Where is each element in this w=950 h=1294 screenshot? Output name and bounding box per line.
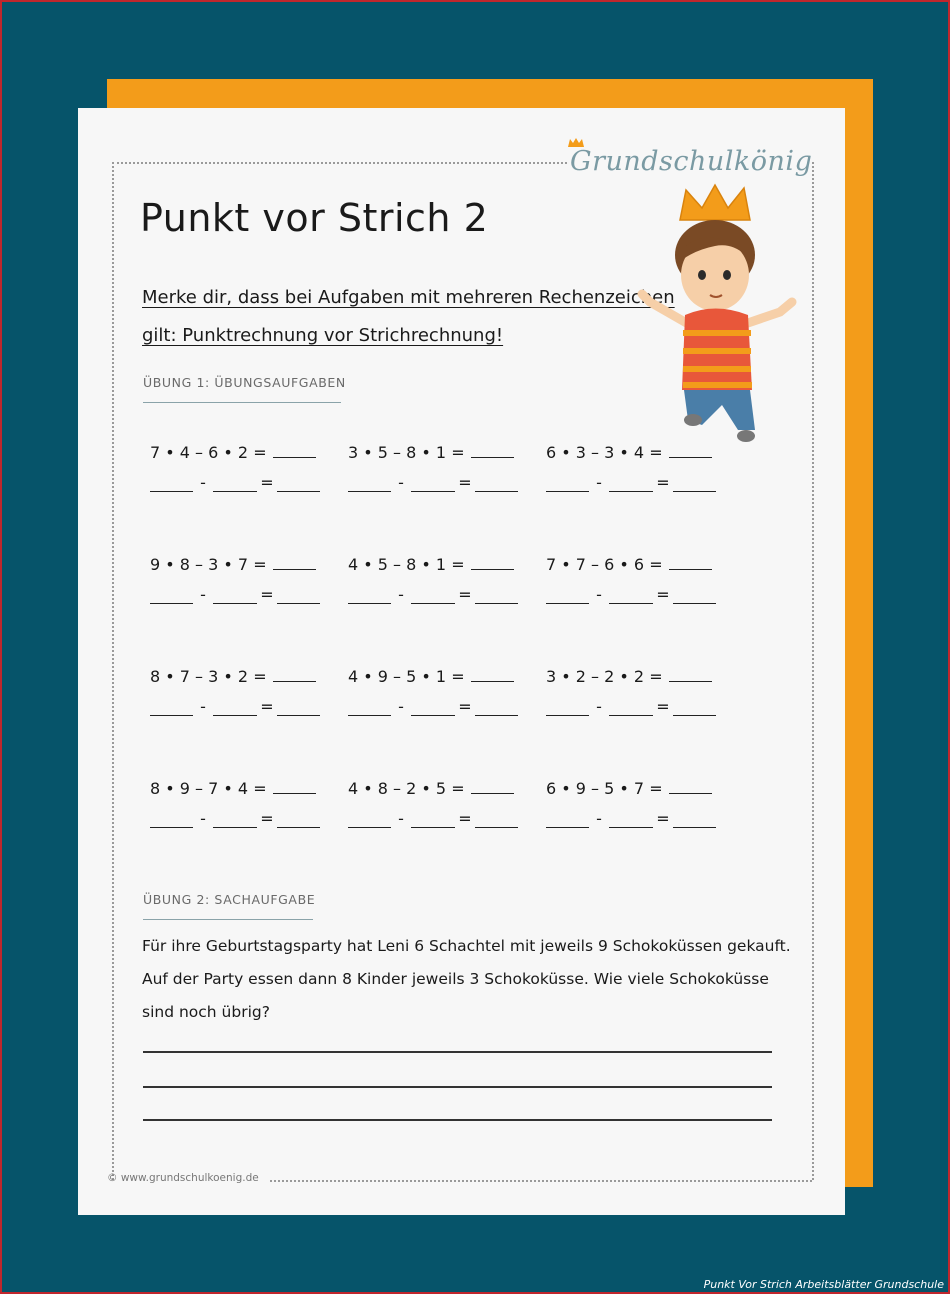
product-blank-1[interactable]	[348, 477, 391, 492]
task-2-2	[348, 555, 514, 574]
result-blank[interactable]	[471, 443, 514, 458]
answer-row-4-2	[348, 809, 518, 828]
result-blank[interactable]	[669, 555, 712, 570]
task-1-2	[348, 443, 514, 462]
result-blank[interactable]	[471, 667, 514, 682]
minus-sign: -	[596, 585, 602, 604]
answer-row-3-1	[150, 697, 320, 716]
task-2-1	[150, 555, 316, 574]
product-blank-1[interactable]	[150, 701, 193, 716]
answer-row-3-2	[348, 697, 518, 716]
answer-row-1-3	[546, 473, 716, 492]
minus-sign: -	[596, 809, 602, 828]
section-1-underline	[143, 402, 341, 403]
product-blank-1[interactable]	[546, 477, 589, 492]
product-blank-2[interactable]	[411, 813, 455, 828]
difference-blank[interactable]	[673, 813, 716, 828]
product-blank-1[interactable]	[546, 701, 589, 716]
task-expression: 3 • 5 – 8 • 1 =	[348, 443, 465, 462]
equals-sign: =	[656, 809, 670, 828]
answer-row-2-2	[348, 585, 518, 604]
answer-row-3-3	[546, 697, 716, 716]
task-expression: 7 • 4 – 6 • 2 =	[150, 443, 267, 462]
result-blank[interactable]	[669, 443, 712, 458]
difference-blank[interactable]	[475, 589, 518, 604]
minus-sign: -	[200, 809, 206, 828]
minus-sign: -	[398, 697, 404, 716]
task-expression: 9 • 8 – 3 • 7 =	[150, 555, 267, 574]
minus-sign: -	[200, 473, 206, 492]
task-4-3	[546, 779, 712, 798]
task-expression: 4 • 8 – 2 • 5 =	[348, 779, 465, 798]
product-blank-1[interactable]	[546, 589, 589, 604]
equals-sign: =	[458, 697, 472, 716]
dotted-frame-bottom	[270, 1180, 812, 1182]
equals-sign: =	[458, 473, 472, 492]
product-blank-1[interactable]	[348, 589, 391, 604]
answer-row-1-1	[150, 473, 320, 492]
equals-sign: =	[260, 585, 274, 604]
product-blank-2[interactable]	[609, 701, 653, 716]
difference-blank[interactable]	[277, 701, 320, 716]
minus-sign: -	[398, 809, 404, 828]
result-blank[interactable]	[669, 779, 712, 794]
footer-url: © www.grundschulkoenig.de	[107, 1172, 259, 1184]
product-blank-2[interactable]	[609, 477, 653, 492]
product-blank-2[interactable]	[213, 589, 257, 604]
section-2-label: ÜBUNG 2: SACHAUFGABE	[143, 892, 316, 907]
task-expression: 4 • 5 – 8 • 1 =	[348, 555, 465, 574]
product-blank-2[interactable]	[213, 701, 257, 716]
result-blank[interactable]	[273, 443, 316, 458]
task-expression: 6 • 9 – 5 • 7 =	[546, 779, 663, 798]
task-3-1	[150, 667, 316, 686]
task-expression: 8 • 7 – 3 • 2 =	[150, 667, 267, 686]
rule-text-line-2: gilt: Punktrechnung vor Strichrechnung!	[142, 325, 504, 346]
answer-row-1-2	[348, 473, 518, 492]
task-expression: 8 • 9 – 7 • 4 =	[150, 779, 267, 798]
section-1-label: ÜBUNG 1: ÜBUNGSAUFGABEN	[143, 375, 346, 390]
task-2-3	[546, 555, 712, 574]
task-4-1	[150, 779, 316, 798]
task-expression: 7 • 7 – 6 • 6 =	[546, 555, 663, 574]
worksheet-title: Punkt vor Strich 2	[140, 196, 489, 240]
equals-sign: =	[458, 585, 472, 604]
product-blank-1[interactable]	[150, 477, 193, 492]
product-blank-1[interactable]	[150, 589, 193, 604]
product-blank-1[interactable]	[348, 813, 391, 828]
equals-sign: =	[656, 585, 670, 604]
result-blank[interactable]	[471, 555, 514, 570]
equals-sign: =	[260, 697, 274, 716]
answer-row-2-1	[150, 585, 320, 604]
equals-sign: =	[260, 473, 274, 492]
task-3-3	[546, 667, 712, 686]
equals-sign: =	[656, 697, 670, 716]
answer-writing-line-1[interactable]	[143, 1051, 772, 1053]
answer-writing-line-3[interactable]	[143, 1119, 772, 1121]
boy-with-crown-illustration	[630, 180, 800, 450]
minus-sign: -	[398, 473, 404, 492]
difference-blank[interactable]	[475, 701, 518, 716]
rule-text-line-1: Merke dir, dass bei Aufgaben mit mehreren Rechenzeichen	[142, 287, 675, 308]
product-blank-2[interactable]	[609, 813, 653, 828]
difference-blank[interactable]	[475, 813, 518, 828]
equals-sign: =	[458, 809, 472, 828]
minus-sign: -	[200, 697, 206, 716]
product-blank-1[interactable]	[546, 813, 589, 828]
minus-sign: -	[596, 697, 602, 716]
product-blank-2[interactable]	[411, 701, 455, 716]
answer-row-4-3	[546, 809, 716, 828]
task-3-2	[348, 667, 514, 686]
section-2-underline	[143, 919, 313, 920]
difference-blank[interactable]	[673, 477, 716, 492]
task-expression: 6 • 3 – 3 • 4 =	[546, 443, 663, 462]
image-caption: Punkt Vor Strich Arbeitsblätter Grundschule	[703, 1278, 944, 1291]
answer-row-4-1	[150, 809, 320, 828]
difference-blank[interactable]	[277, 589, 320, 604]
product-blank-2[interactable]	[213, 477, 257, 492]
product-blank-2[interactable]	[411, 589, 455, 604]
result-blank[interactable]	[273, 555, 316, 570]
answer-row-2-3	[546, 585, 716, 604]
equals-sign: =	[656, 473, 670, 492]
task-expression: 3 • 2 – 2 • 2 =	[546, 667, 663, 686]
equals-sign: =	[260, 809, 274, 828]
product-blank-2[interactable]	[411, 477, 455, 492]
product-blank-1[interactable]	[348, 701, 391, 716]
minus-sign: -	[200, 585, 206, 604]
difference-blank[interactable]	[673, 701, 716, 716]
difference-blank[interactable]	[673, 589, 716, 604]
result-blank[interactable]	[273, 779, 316, 794]
result-blank[interactable]	[273, 667, 316, 682]
product-blank-1[interactable]	[150, 813, 193, 828]
difference-blank[interactable]	[277, 813, 320, 828]
task-expression: 4 • 9 – 5 • 1 =	[348, 667, 465, 686]
word-problem-text: Für ihre Geburtstagsparty hat Leni 6 Schachtel mit jeweils 9 Schokoküssen gekauft. Auf der Party essen dann 8 Kinder jeweils 3 Schokoküsse. Wie viele Schokoküsse sind noch übrig?	[142, 937, 791, 1021]
product-blank-2[interactable]	[609, 589, 653, 604]
answer-writing-line-2[interactable]	[143, 1086, 772, 1088]
task-1-3	[546, 443, 712, 462]
brand-logo: Grundschulkönig	[570, 146, 813, 177]
minus-sign: -	[398, 585, 404, 604]
product-blank-2[interactable]	[213, 813, 257, 828]
result-blank[interactable]	[669, 667, 712, 682]
task-4-2	[348, 779, 514, 798]
difference-blank[interactable]	[475, 477, 518, 492]
minus-sign: -	[596, 473, 602, 492]
difference-blank[interactable]	[277, 477, 320, 492]
task-1-1	[150, 443, 316, 462]
result-blank[interactable]	[471, 779, 514, 794]
